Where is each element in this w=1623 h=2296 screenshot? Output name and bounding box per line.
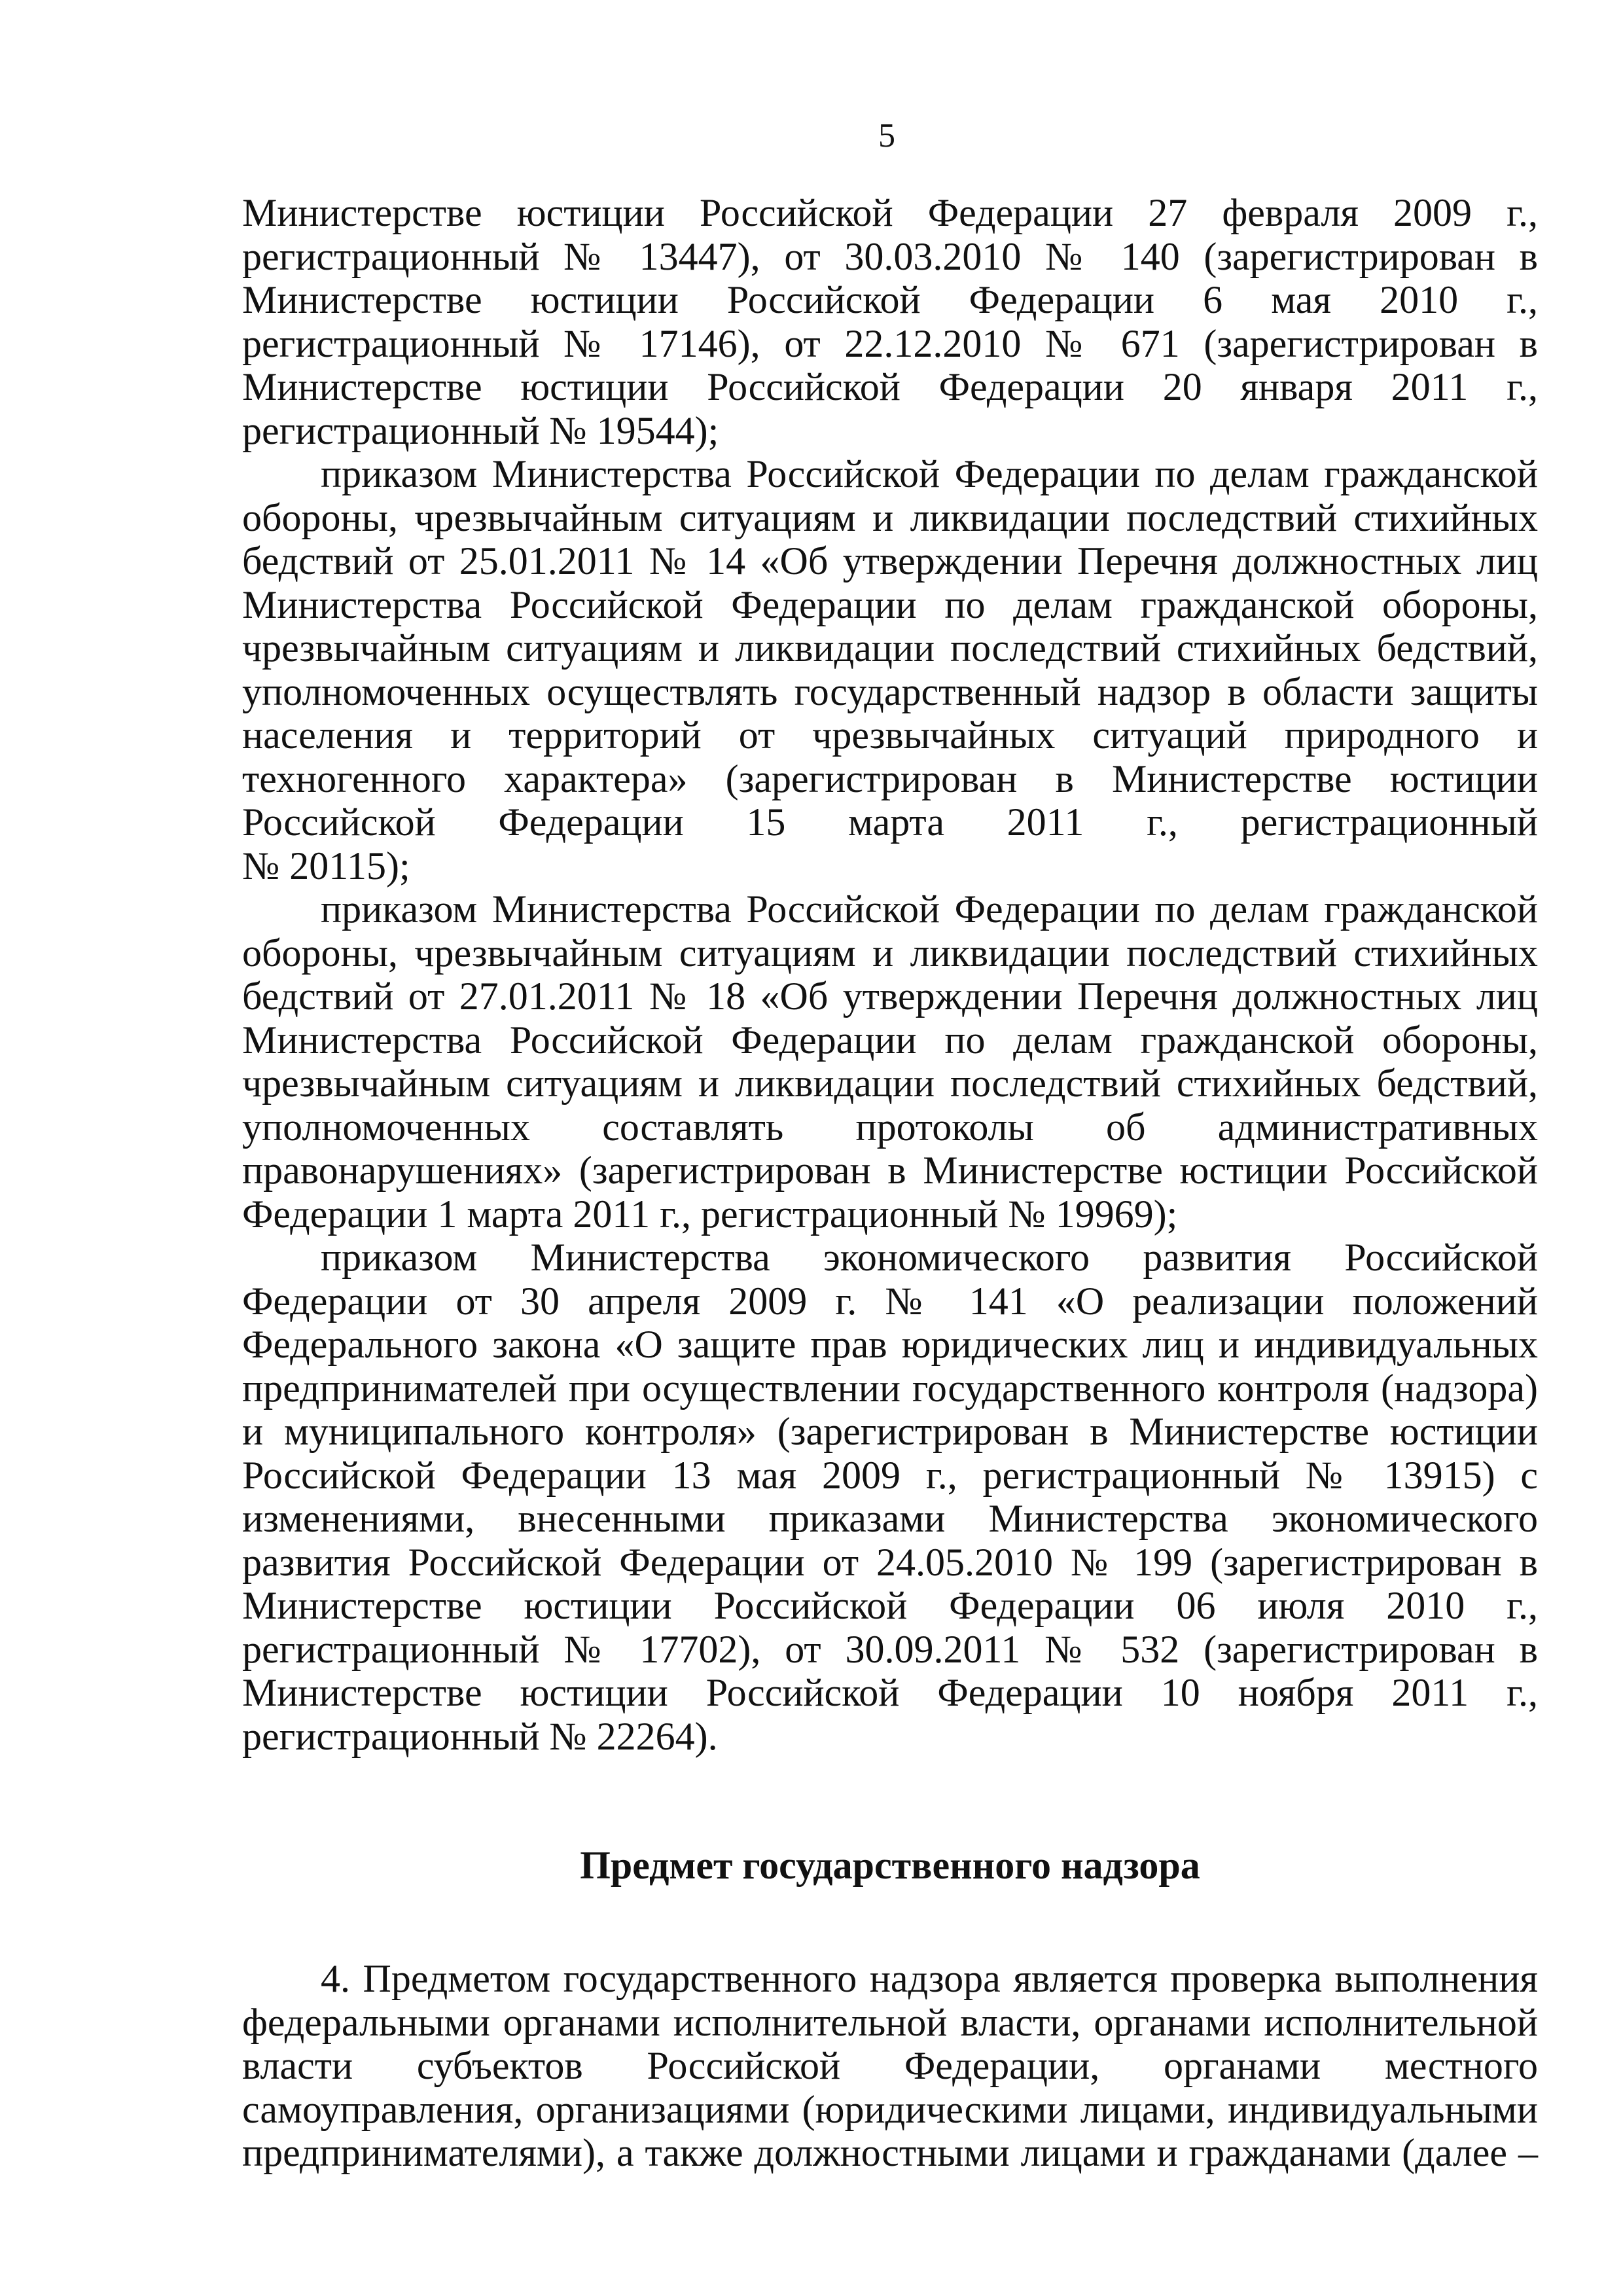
text-line: приказом Министерства экономического развития Российской (321, 1236, 1538, 1279)
text-line: Министерстве юстиции Российской Федерации 10 ноября 2011 г., (242, 1671, 1538, 1714)
text-line: уполномоченных осуществлять государственный надзор в области защиты (242, 670, 1538, 713)
text-line: Министерстве юстиции Российской Федерации 27 февраля 2009 г., (242, 191, 1538, 234)
text-line: Министерстве юстиции Российской Федерации 06 июля 2010 г., (242, 1584, 1538, 1627)
text-line: Федерации от 30 апреля 2009 г. № 141 «О реализации положений (242, 1279, 1538, 1323)
text-line: бедствий от 25.01.2011 № 14 «Об утверждении Перечня должностных лиц (242, 539, 1538, 583)
text-line: развития Российской Федерации от 24.05.2010 № 199 (зарегистрирован в (242, 1540, 1538, 1584)
text-line: регистрационный № 19544); (242, 408, 719, 452)
text-line: Министерства Российской Федерации по делам гражданской обороны, (242, 583, 1538, 626)
text-line: 4. Предметом государственного надзора является проверка выполнения (321, 1957, 1538, 2000)
text-line: населения и территорий от чрезвычайных ситуаций природного и (242, 713, 1538, 757)
text-line: предпринимателями), а также должностными лицами и гражданами (далее – (242, 2131, 1538, 2174)
text-line: Министерстве юстиции Российской Федерации 6 мая 2010 г., (242, 278, 1538, 321)
text-line: техногенного характера» (зарегистрирован в Министерстве юстиции (242, 757, 1538, 800)
text-line: власти субъектов Российской Федерации, органами местного (242, 2044, 1538, 2087)
text-line: приказом Министерства Российской Федерации по делам гражданской (321, 888, 1538, 931)
section-heading: Предмет государственного надзора (580, 1844, 1200, 1887)
text-line: обороны, чрезвычайным ситуациям и ликвидации последствий стихийных (242, 495, 1538, 539)
text-line: уполномоченных составлять протоколы об административных (242, 1105, 1538, 1149)
body-text-top (242, 191, 1538, 1758)
text-line: приказом Министерства Российской Федерации по делам гражданской (321, 452, 1538, 495)
text-line: правонарушениях» (зарегистрирован в Министерстве юстиции Российской (242, 1149, 1538, 1192)
text-line: чрезвычайным ситуациям и ликвидации последствий стихийных бедствий, (242, 1062, 1538, 1105)
text-line: регистрационный № 17702), от 30.09.2011 № 532 (зарегистрирован в (242, 1627, 1538, 1671)
page-number: 5 (878, 117, 895, 154)
text-line: федеральными органами исполнительной власти, органами исполнительной (242, 2000, 1538, 2044)
text-line: изменениями, внесенными приказами Министерства экономического (242, 1497, 1538, 1540)
text-line: Министерстве юстиции Российской Федерации 20 января 2011 г., (242, 365, 1538, 408)
text-line: № 20115); (242, 844, 410, 888)
text-line: регистрационный № 17146), от 22.12.2010 № 671 (зарегистрирован в (242, 321, 1538, 365)
text-line: предпринимателей при осуществлении государственного контроля (надзора) (242, 1366, 1538, 1410)
text-line: и муниципального контроля» (зарегистрирован в Министерстве юстиции (242, 1410, 1538, 1453)
text-line: бедствий от 27.01.2011 № 18 «Об утверждении Перечня должностных лиц (242, 975, 1538, 1018)
body-text-bottom (242, 1957, 1538, 2175)
text-line: Российской Федерации 15 марта 2011 г., регистрационный (242, 800, 1538, 844)
text-line: Российской Федерации 13 мая 2009 г., регистрационный № 13915) с (242, 1453, 1538, 1497)
text-line: Федерального закона «О защите прав юридических лиц и индивидуальных (242, 1323, 1538, 1366)
text-line: регистрационный № 22264). (242, 1714, 718, 1758)
text-line: Министерства Российской Федерации по делам гражданской обороны, (242, 1018, 1538, 1062)
text-line: обороны, чрезвычайным ситуациям и ликвидации последствий стихийных (242, 931, 1538, 975)
text-line: регистрационный № 13447), от 30.03.2010 № 140 (зарегистрирован в (242, 234, 1538, 278)
text-line: чрезвычайным ситуациям и ликвидации последствий стихийных бедствий, (242, 626, 1538, 670)
text-line: самоуправления, организациями (юридическими лицами, индивидуальными (242, 2087, 1538, 2131)
text-line: Федерации 1 марта 2011 г., регистрационный № 19969); (242, 1192, 1178, 1236)
